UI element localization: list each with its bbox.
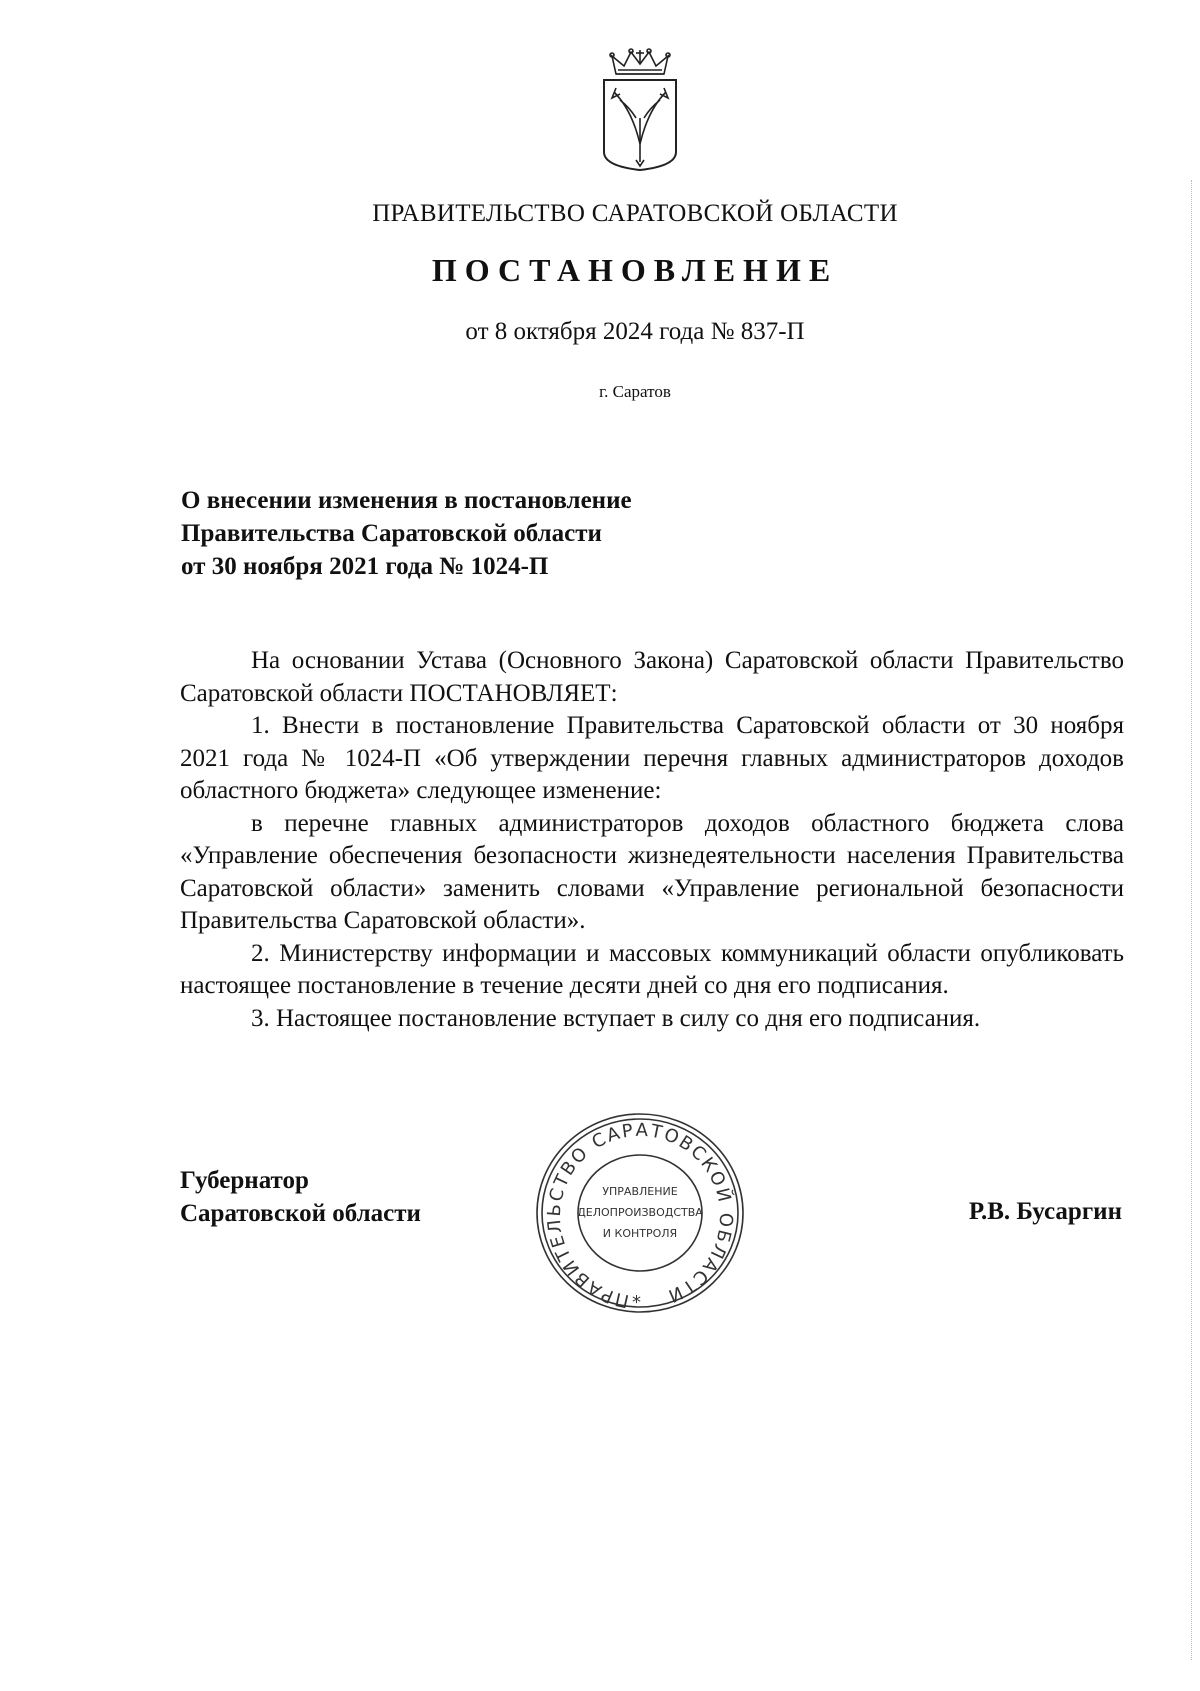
government-name: ПРАВИТЕЛЬСТВО САРАТОВСКОЙ ОБЛАСТИ bbox=[372, 200, 898, 227]
seal-inner-line: ДЕЛОПРОИЗВОДСТВА bbox=[577, 1206, 703, 1219]
document-type: ПОСТАНОВЛЕНИЕ bbox=[431, 252, 839, 288]
body-paragraph: 1. Внести в постановление Правительства Саратовской области от 30 ноября 2021 года № 1024-П «Об утверждении перечня главных администраторов доходов областного бюджета» следующее изменение: bbox=[180, 712, 1124, 804]
document-body bbox=[180, 645, 1124, 1035]
official-seal-icon bbox=[532, 1108, 748, 1318]
seal-outer-text: ПРАВИТЕЛЬСТВО САРАТОВСКОЙ ОБЛАСТИ bbox=[543, 1119, 737, 1312]
body-paragraph: 2. Министерству информации и массовых коммуникаций области опубликовать настоящее постановление в течение десяти дней со дня его подписания. bbox=[180, 939, 1124, 999]
date-number: от 8 октября 2024 года № 837-П bbox=[465, 318, 805, 345]
signer-position bbox=[180, 1164, 421, 1230]
signer-name: Р.В. Бусаргин bbox=[968, 1198, 1122, 1225]
signer-position-line: Губернатор bbox=[180, 1167, 309, 1194]
coat-of-arms-icon bbox=[598, 48, 682, 174]
seal-star: * bbox=[632, 1292, 641, 1313]
document-subject bbox=[181, 484, 632, 583]
seal-inner-line: И КОНТРОЛЯ bbox=[602, 1227, 678, 1240]
subject-line: от 30 ноября 2021 года № 1024-П bbox=[181, 553, 549, 580]
seal-inner-line: УПРАВЛЕНИЕ bbox=[602, 1185, 678, 1198]
body-paragraph: в перечне главных администраторов доходов областного бюджета слова «Управление обеспечения безопасности жизнедеятельности населения Правительства Саратовской области» заменить словами «Управление региональной безопасности Правительства Саратовской области». bbox=[180, 809, 1124, 934]
signer-position-line: Саратовской области bbox=[180, 1200, 421, 1227]
body-paragraph: На основании Устава (Основного Закона) Саратовской области Правительство Саратовской области ПОСТАНОВЛЯЕТ: bbox=[180, 647, 1124, 707]
subject-line: О внесении изменения в постановление bbox=[181, 487, 632, 514]
city: г. Саратов bbox=[599, 382, 671, 401]
subject-line: Правительства Саратовской области bbox=[181, 520, 602, 547]
body-paragraph: 3. Настоящее постановление вступает в силу со дня его подписания. bbox=[251, 1004, 981, 1032]
scan-edge-artifact bbox=[1191, 180, 1194, 1660]
